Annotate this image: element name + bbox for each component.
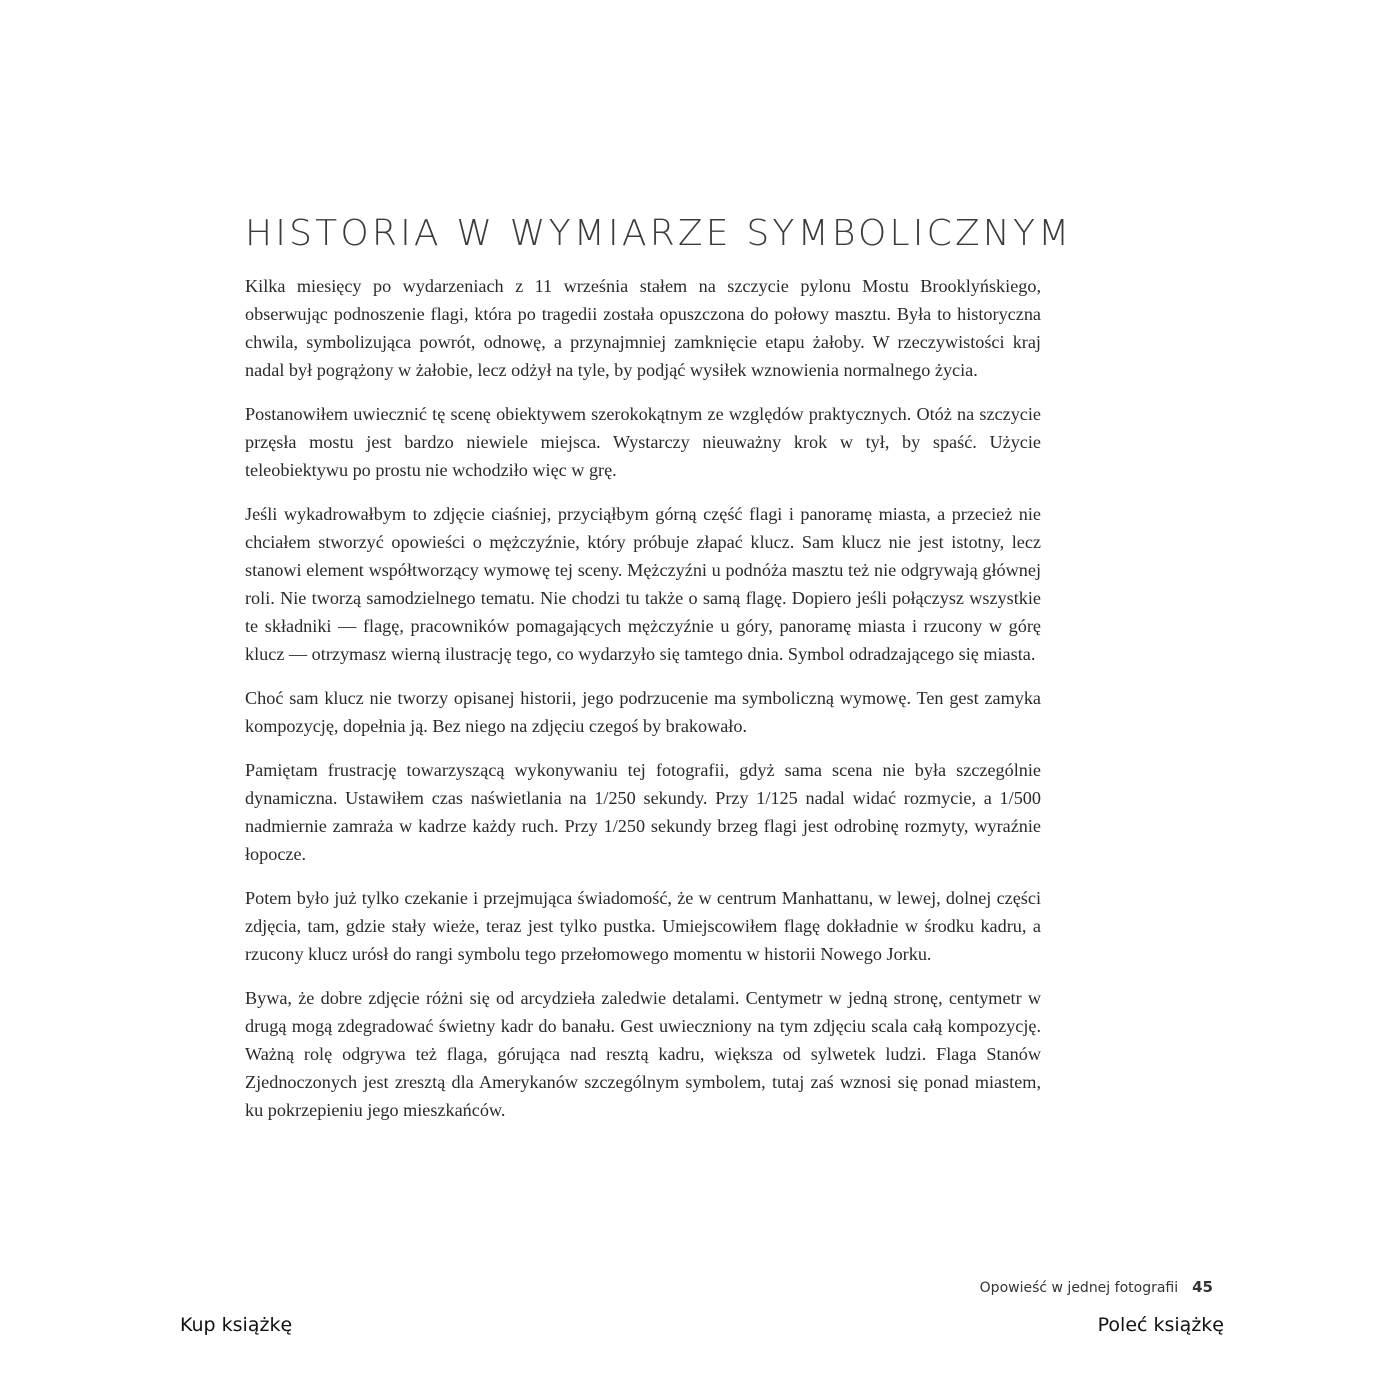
buy-book-link[interactable]: Kup książkę <box>180 1314 293 1336</box>
recommend-book-link[interactable]: Poleć książkę <box>1097 1314 1224 1336</box>
section-body <box>245 272 1041 1140</box>
paragraph: Pamiętam frustrację towarzyszącą wykonywaniu tej fotografii, gdyż sama scena nie była szczególnie dynamiczna. Ustawiłem czas naświetlania na 1/250 sekundy. Przy 1/125 nadal widać rozmycie, a 1/500 nadmiernie zamraża w kadrze każdy ruch. Przy 1/250 sekundy brzeg flagi jest odrobinę rozmyty, wyraźnie łopocze. <box>245 760 1041 864</box>
paragraph: Jeśli wykadrowałbym to zdjęcie ciaśniej, przyciąłbym górną część flagi i panoramę miasta, a przecież nie chciałem stworzyć opowieści o mężczyźnie, który próbuje złapać klucz. Sam klucz nie jest istotny, lecz stanowi element współtworzący wymowę tej sceny. Mężczyźni u podnóża masztu też nie odgrywają głównej roli. Nie tworzą samodzielnego tematu. Nie chodzi tu także o samą flagę. Dopiero jeśli połączysz wszystkie te składniki — flagę, pracowników pomagających mężczyźnie u góry, panoramę miasta i rzucony w górę klucz — otrzymasz wierną ilustrację tego, co wydarzyło się tamtego dnia. Symbol odradzającego się miasta. <box>245 504 1041 664</box>
page-number: 45 <box>1192 1278 1213 1296</box>
paragraph: Bywa, że dobre zdjęcie różni się od arcydzieła zaledwie detalami. Centymetr w jedną stronę, centymetr w drugą mogą zdegradować świetny kadr do banału. Gest uwieczniony na tym zdjęciu scala całą kompozycję. Ważną rolę odgrywa też flaga, górująca nad resztą kadru, większa od sylwetek ludzi. Flaga Stanów Zjednoczonych jest zresztą dla Amerykanów szczególnym symbolem, tutaj zaś wznosi się ponad miastem, ku pokrzepieniu jego mieszkańców. <box>245 988 1041 1120</box>
section-title: HISTORIA W WYMIARZE SYMBOLICZNYM <box>245 213 1073 254</box>
page-footer <box>980 1278 1213 1296</box>
running-title: Opowieść w jednej fotografii <box>979 1280 1179 1296</box>
paragraph: Kilka miesięcy po wydarzeniach z 11 września stałem na szczycie pylonu Mostu Brooklyńskiego, obserwując podnoszenie flagi, która po tragedii została opuszczona do połowy masztu. Była to historyczna chwila, symbolizująca powrót, odnowę, a przynajmniej zamknięcie etapu żałoby. W rzeczywistości kraj nadal był pogrążony w żałobie, lecz odżył na tyle, by podjąć wysiłek wznowienia normalnego życia. <box>245 276 1041 380</box>
paragraph: Potem było już tylko czekanie i przejmująca świadomość, że w centrum Manhattanu, w lewej, dolnej części zdjęcia, tam, gdzie stały wieże, teraz jest tylko pustka. Umiejscowiłem flagę dokładnie w środku kadru, a rzucony klucz urósł do rangi symbolu tego przełomowego momentu w historii Nowego Jorku. <box>245 888 1041 964</box>
paragraph: Postanowiłem uwiecznić tę scenę obiektywem szerokokątnym ze względów praktycznych. Otóż na szczycie przęsła mostu jest bardzo niewiele miejsca. Wystarczy nieuważny krok w tył, by spaść. Użycie teleobiektywu po prostu nie wchodziło więc w grę. <box>245 404 1041 480</box>
paragraph: Choć sam klucz nie tworzy opisanej historii, jego podrzucenie ma symboliczną wymowę. Ten gest zamyka kompozycję, dopełnia ją. Bez niego na zdjęciu czegoś by brakowało. <box>245 688 1041 736</box>
